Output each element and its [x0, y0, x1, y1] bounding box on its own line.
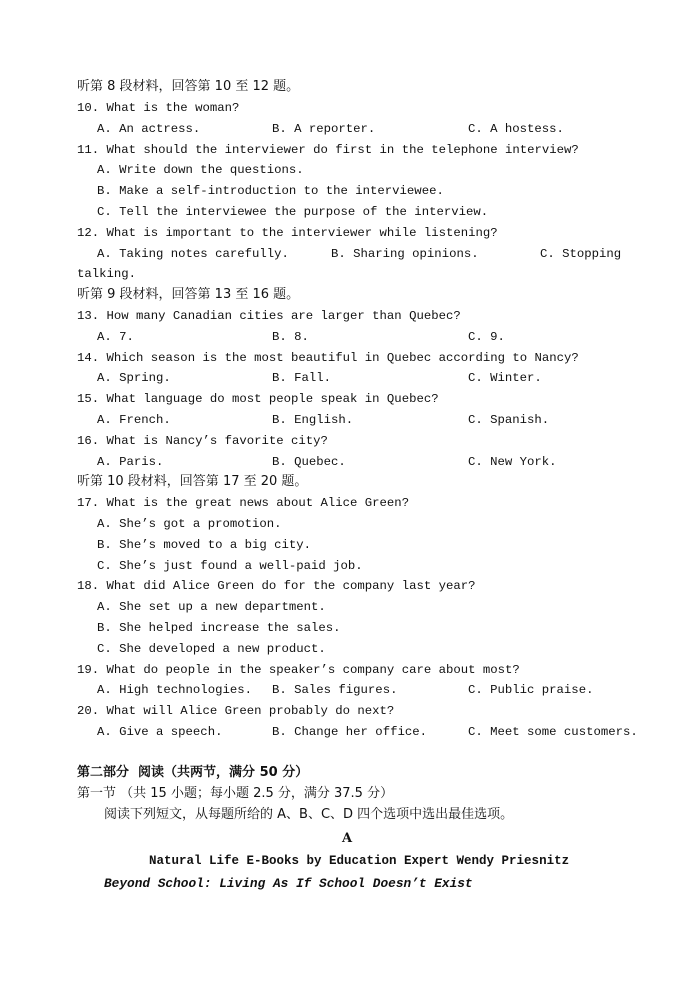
- q18-option-b: B. She helped increase the sales.: [97, 621, 341, 635]
- book-title: Beyond School: Living As If School Doesn’t Exist: [104, 876, 473, 891]
- q10-option-a: A. An actress.: [97, 122, 201, 136]
- section-8-heading: 听第 8 段材料，回答第 10 至 12 题。: [77, 79, 300, 94]
- q12-option-c-continued: talking.: [77, 267, 137, 281]
- question-13: 13. How many Canadian cities are larger than Quebec?: [77, 309, 461, 323]
- section-9-heading: 听第 9 段材料，回答第 13 至 16 题。: [77, 287, 300, 302]
- q13-option-b: B. 8.: [272, 330, 309, 344]
- part-2-section-1: 第一节 （共 15 小题；每小题 2.5 分，满分 37.5 分）: [77, 786, 394, 801]
- q18-option-c: C. She developed a new product.: [97, 642, 326, 656]
- q11-option-c: C. Tell the interviewee the purpose of the interview.: [97, 205, 489, 219]
- question-14: 14. Which season is the most beautiful in Quebec according to Nancy?: [77, 351, 579, 365]
- q17-option-c: C. She’s just found a well-paid job.: [97, 559, 363, 573]
- q10-option-c: C. A hostess.: [468, 122, 564, 136]
- section-10-heading: 听第 10 段材料，回答第 17 至 20 题。: [77, 474, 308, 489]
- q15-option-a: A. French.: [97, 413, 171, 427]
- q11-option-b: B. Make a self-introduction to the interviewee.: [97, 184, 444, 198]
- reading-instructions: 阅读下列短文，从每题所给的 A、B、C、D 四个选项中选出最佳选项。: [104, 807, 514, 822]
- question-16: 16. What is Nancy’s favorite city?: [77, 434, 328, 448]
- q14-option-b: B. Fall.: [272, 371, 332, 385]
- question-20: 20. What will Alice Green probably do next?: [77, 704, 395, 718]
- q11-option-a: A. Write down the questions.: [97, 163, 304, 177]
- question-19: 19. What do people in the speaker’s company care about most?: [77, 663, 520, 677]
- q16-option-c: C. New York.: [468, 455, 557, 469]
- passage-letter: A: [342, 831, 353, 846]
- q19-option-c: C. Public praise.: [468, 683, 594, 697]
- question-11: 11. What should the interviewer do first in the telephone interview?: [77, 143, 579, 157]
- part-2-title: 第二部分 阅读（共两节，满分 50 分）: [77, 765, 309, 780]
- question-12: 12. What is important to the interviewer while listening?: [77, 226, 498, 240]
- q19-option-b: B. Sales figures.: [272, 683, 398, 697]
- q13-option-a: A. 7.: [97, 330, 134, 344]
- q16-option-a: A. Paris.: [97, 455, 164, 469]
- q20-option-a: A. Give a speech.: [97, 725, 223, 739]
- question-15: 15. What language do most people speak in Quebec?: [77, 392, 439, 406]
- q20-option-b: B. Change her office.: [272, 725, 427, 739]
- q12-option-c: C. Stopping: [540, 247, 622, 261]
- q16-option-b: B. Quebec.: [272, 455, 346, 469]
- q19-option-a: A. High technologies.: [97, 683, 252, 697]
- q12-option-a: A. Taking notes carefully.: [97, 247, 289, 261]
- q13-option-c: C. 9.: [468, 330, 505, 344]
- q20-option-c: C. Meet some customers.: [468, 725, 638, 739]
- question-17: 17. What is the great news about Alice Green?: [77, 496, 410, 510]
- question-10: 10. What is the woman?: [77, 101, 240, 115]
- question-18: 18. What did Alice Green do for the company last year?: [77, 579, 476, 593]
- passage-title: Natural Life E-Books by Education Expert Wendy Priesnitz: [149, 854, 570, 868]
- q15-option-b: B. English.: [272, 413, 354, 427]
- q18-option-a: A. She set up a new department.: [97, 600, 326, 614]
- q14-option-a: A. Spring.: [97, 371, 171, 385]
- q14-option-c: C. Winter.: [468, 371, 542, 385]
- q17-option-a: A. She’s got a promotion.: [97, 517, 282, 531]
- q15-option-c: C. Spanish.: [468, 413, 550, 427]
- q10-option-b: B. A reporter.: [272, 122, 376, 136]
- q12-option-b: B. Sharing opinions.: [331, 247, 479, 261]
- q17-option-b: B. She’s moved to a big city.: [97, 538, 312, 552]
